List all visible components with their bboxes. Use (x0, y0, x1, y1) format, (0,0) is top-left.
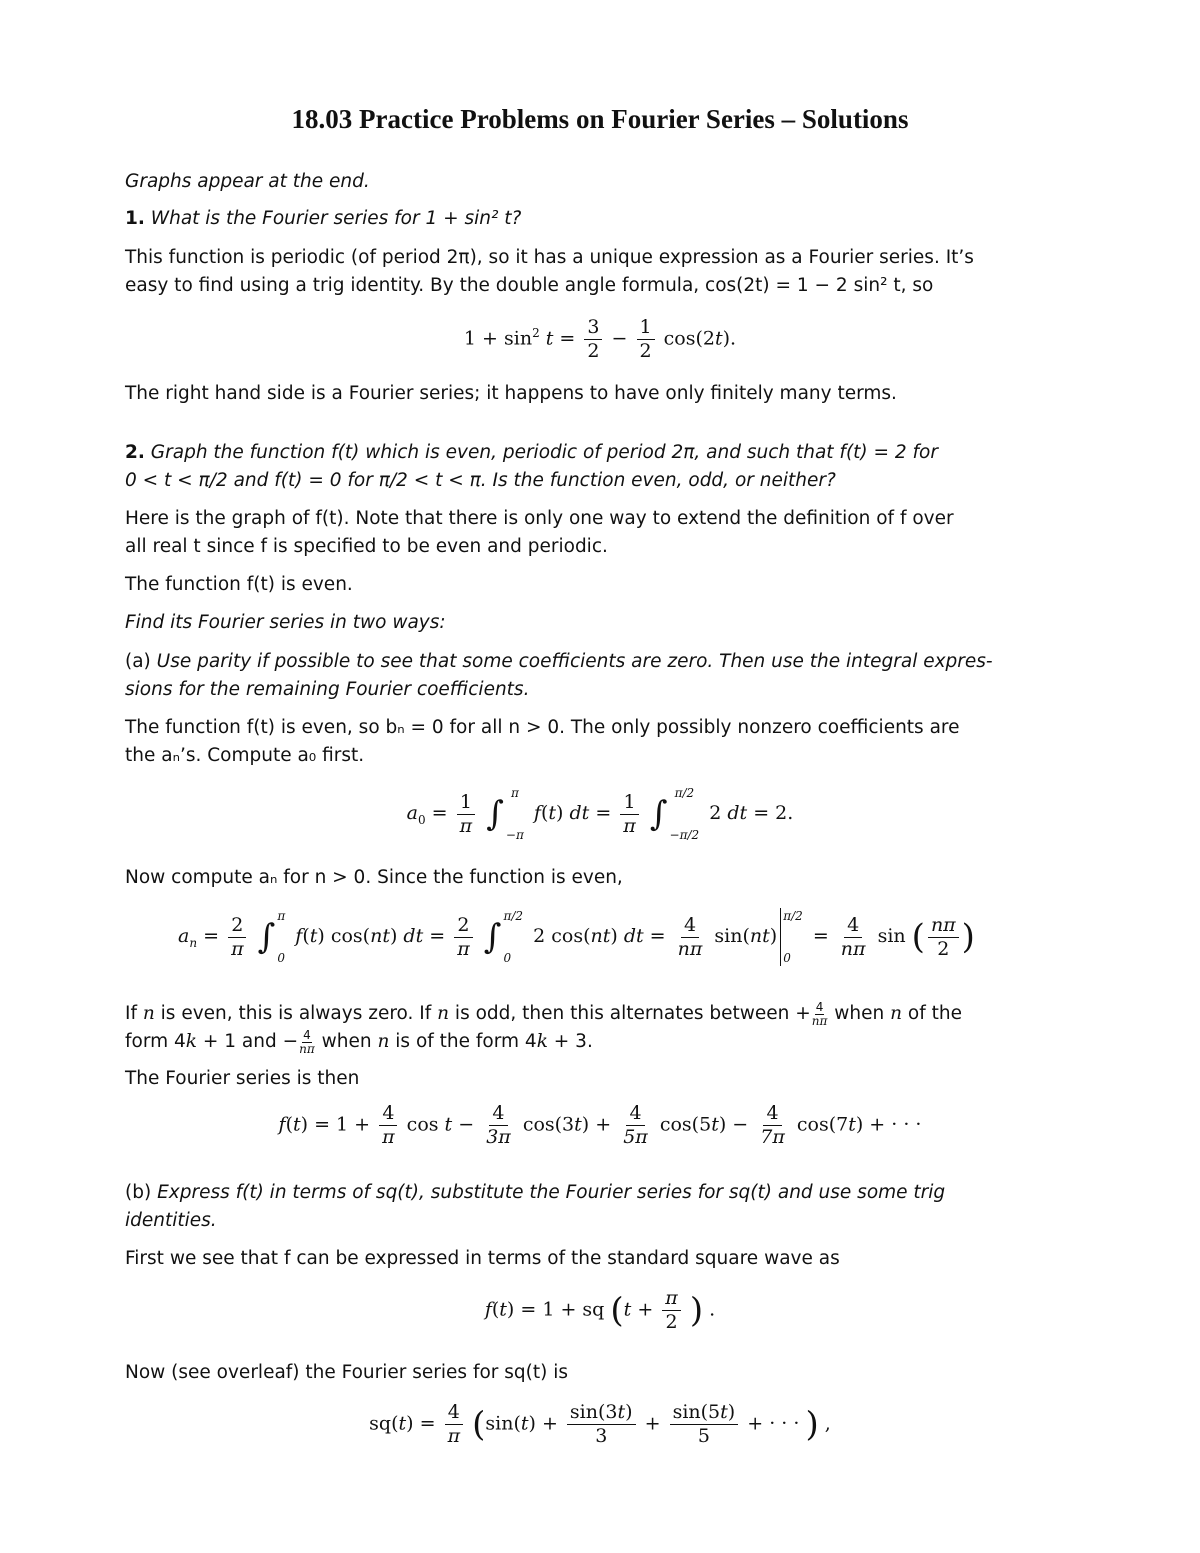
part-a-label: (a) (125, 651, 151, 672)
part-a-text-1: Use parity if possible to see that some coefficients are zero. Then use the integral expres- (156, 651, 993, 672)
part-a-line-1 (125, 650, 993, 674)
problem-1-question (125, 207, 521, 231)
problem-2-text-8: form 4k + 1 and − $\frac{4}{n\pi}$ when n is of the form 4k + 3. (125, 1028, 593, 1056)
problem-1-number: 1. (125, 208, 145, 229)
part-b-line-1 (125, 1181, 945, 1205)
problem-2-question-line-2: 0 < t < π/2 and f(t) = 0 for π/2 < t < π. Is the function even, odd, or neither? (125, 470, 836, 491)
problem-1-text-2: easy to find using a trig identity. By the double angle formula, cos(2t) = 1 − 2 sin² t, so (125, 275, 934, 296)
part-b-line-2: identities. (125, 1210, 217, 1231)
problem-2-text-2: all real t since f is specified to be even and periodic. (125, 536, 608, 557)
part-a-line-2: sions for the remaining Fourier coefficients. (125, 679, 530, 700)
equation-an: $a_n$ = $\frac{2}{\pi}$ ∫ π 0 f(t) cos(nt) dt = $\frac{2}{\pi}$ ∫ π/2 0 2 cos(nt) dt = $\frac{4}{n\pi}$ sin(nt) π/2 0 = $\frac{4}{n\pi}$ sin ( $\frac{n\pi}{2}$ ) (178, 909, 975, 965)
problem-2-text-10: First we see that f can be expressed in terms of the standard square wave as (125, 1248, 840, 1269)
equation-a0: $a_0$ = $\frac{1}{\pi}$ ∫ π −π f(t) dt = $\frac{1}{\pi}$ ∫ π/2 −π/2 2 dt = 2. (406, 786, 794, 842)
problem-1-equation: $1 + \sin^2 t$ = $\frac{3}{2}$ − $\frac{1}{2}$ cos(2t). (463, 316, 737, 362)
problem-1-text-3: The right hand side is a Fourier series; it happens to have only finitely many terms. (125, 383, 897, 404)
problem-2-text-6: Now compute aₙ for n > 0. Since the function is even, (125, 867, 623, 888)
problem-2-text-1: Here is the graph of f(t). Note that there is only one way to extend the definition of f over (125, 508, 954, 529)
part-b-label: (b) (125, 1182, 152, 1203)
problem-2-text-9: The Fourier series is then (125, 1068, 360, 1089)
problem-2-question-text-1: Graph the function f(t) which is even, periodic of period 2π, and such that f(t) = 2 for (150, 442, 938, 463)
intro-note: Graphs appear at the end. (125, 171, 370, 192)
problem-1-text-1: This function is periodic (of period 2π), so it has a unique expression as a Fourier series. It’s (125, 247, 974, 268)
problem-2-text-5: the aₙ’s. Compute a₀ first. (125, 745, 365, 766)
problem-2-text-11: Now (see overleaf) the Fourier series for sq(t) is (125, 1362, 568, 1383)
problem-2-number: 2. (125, 442, 145, 463)
equation-sq-series: sq(t) = $\frac{4}{\pi}$ (sin(t) + $\frac{\sin(3t)}{3}$ + $\frac{\sin(5t)}{5}$ + · · · ) , (369, 1401, 831, 1447)
problem-2-text-4: The function f(t) is even, so bₙ = 0 for all n > 0. The only possibly nonzero coefficients are (125, 717, 960, 738)
problem-2-question-line-1 (125, 441, 938, 465)
problem-2-instruction: Find its Fourier series in two ways: (125, 612, 446, 633)
equation-sq-shift: f(t) = 1 + sq (t + $\frac{\pi}{2}$ ) . (484, 1287, 716, 1333)
equation-fourier-series: f(t) = 1 + $\frac{4}{\pi}$ cos t − $\frac{4}{3\pi}$ cos(3t) + $\frac{4}{5\pi}$ cos(5t) − $\frac{4}{7\pi}$ cos(7t) + · · · (278, 1102, 922, 1148)
problem-2-text-3: The function f(t) is even. (125, 574, 353, 595)
page-title: 18.03 Practice Problems on Fourier Series – Solutions (291, 104, 909, 134)
problem-2-text-7: If n is even, this is always zero. If n is odd, then this alternates between + $\frac{4}{n\pi}$ when n of the (125, 1000, 962, 1028)
problem-1-question-text: What is the Fourier series for 1 + sin² t? (150, 208, 522, 229)
part-b-text-1: Express f(t) in terms of sq(t), substitute the Fourier series for sq(t) and use some trig (157, 1182, 946, 1203)
